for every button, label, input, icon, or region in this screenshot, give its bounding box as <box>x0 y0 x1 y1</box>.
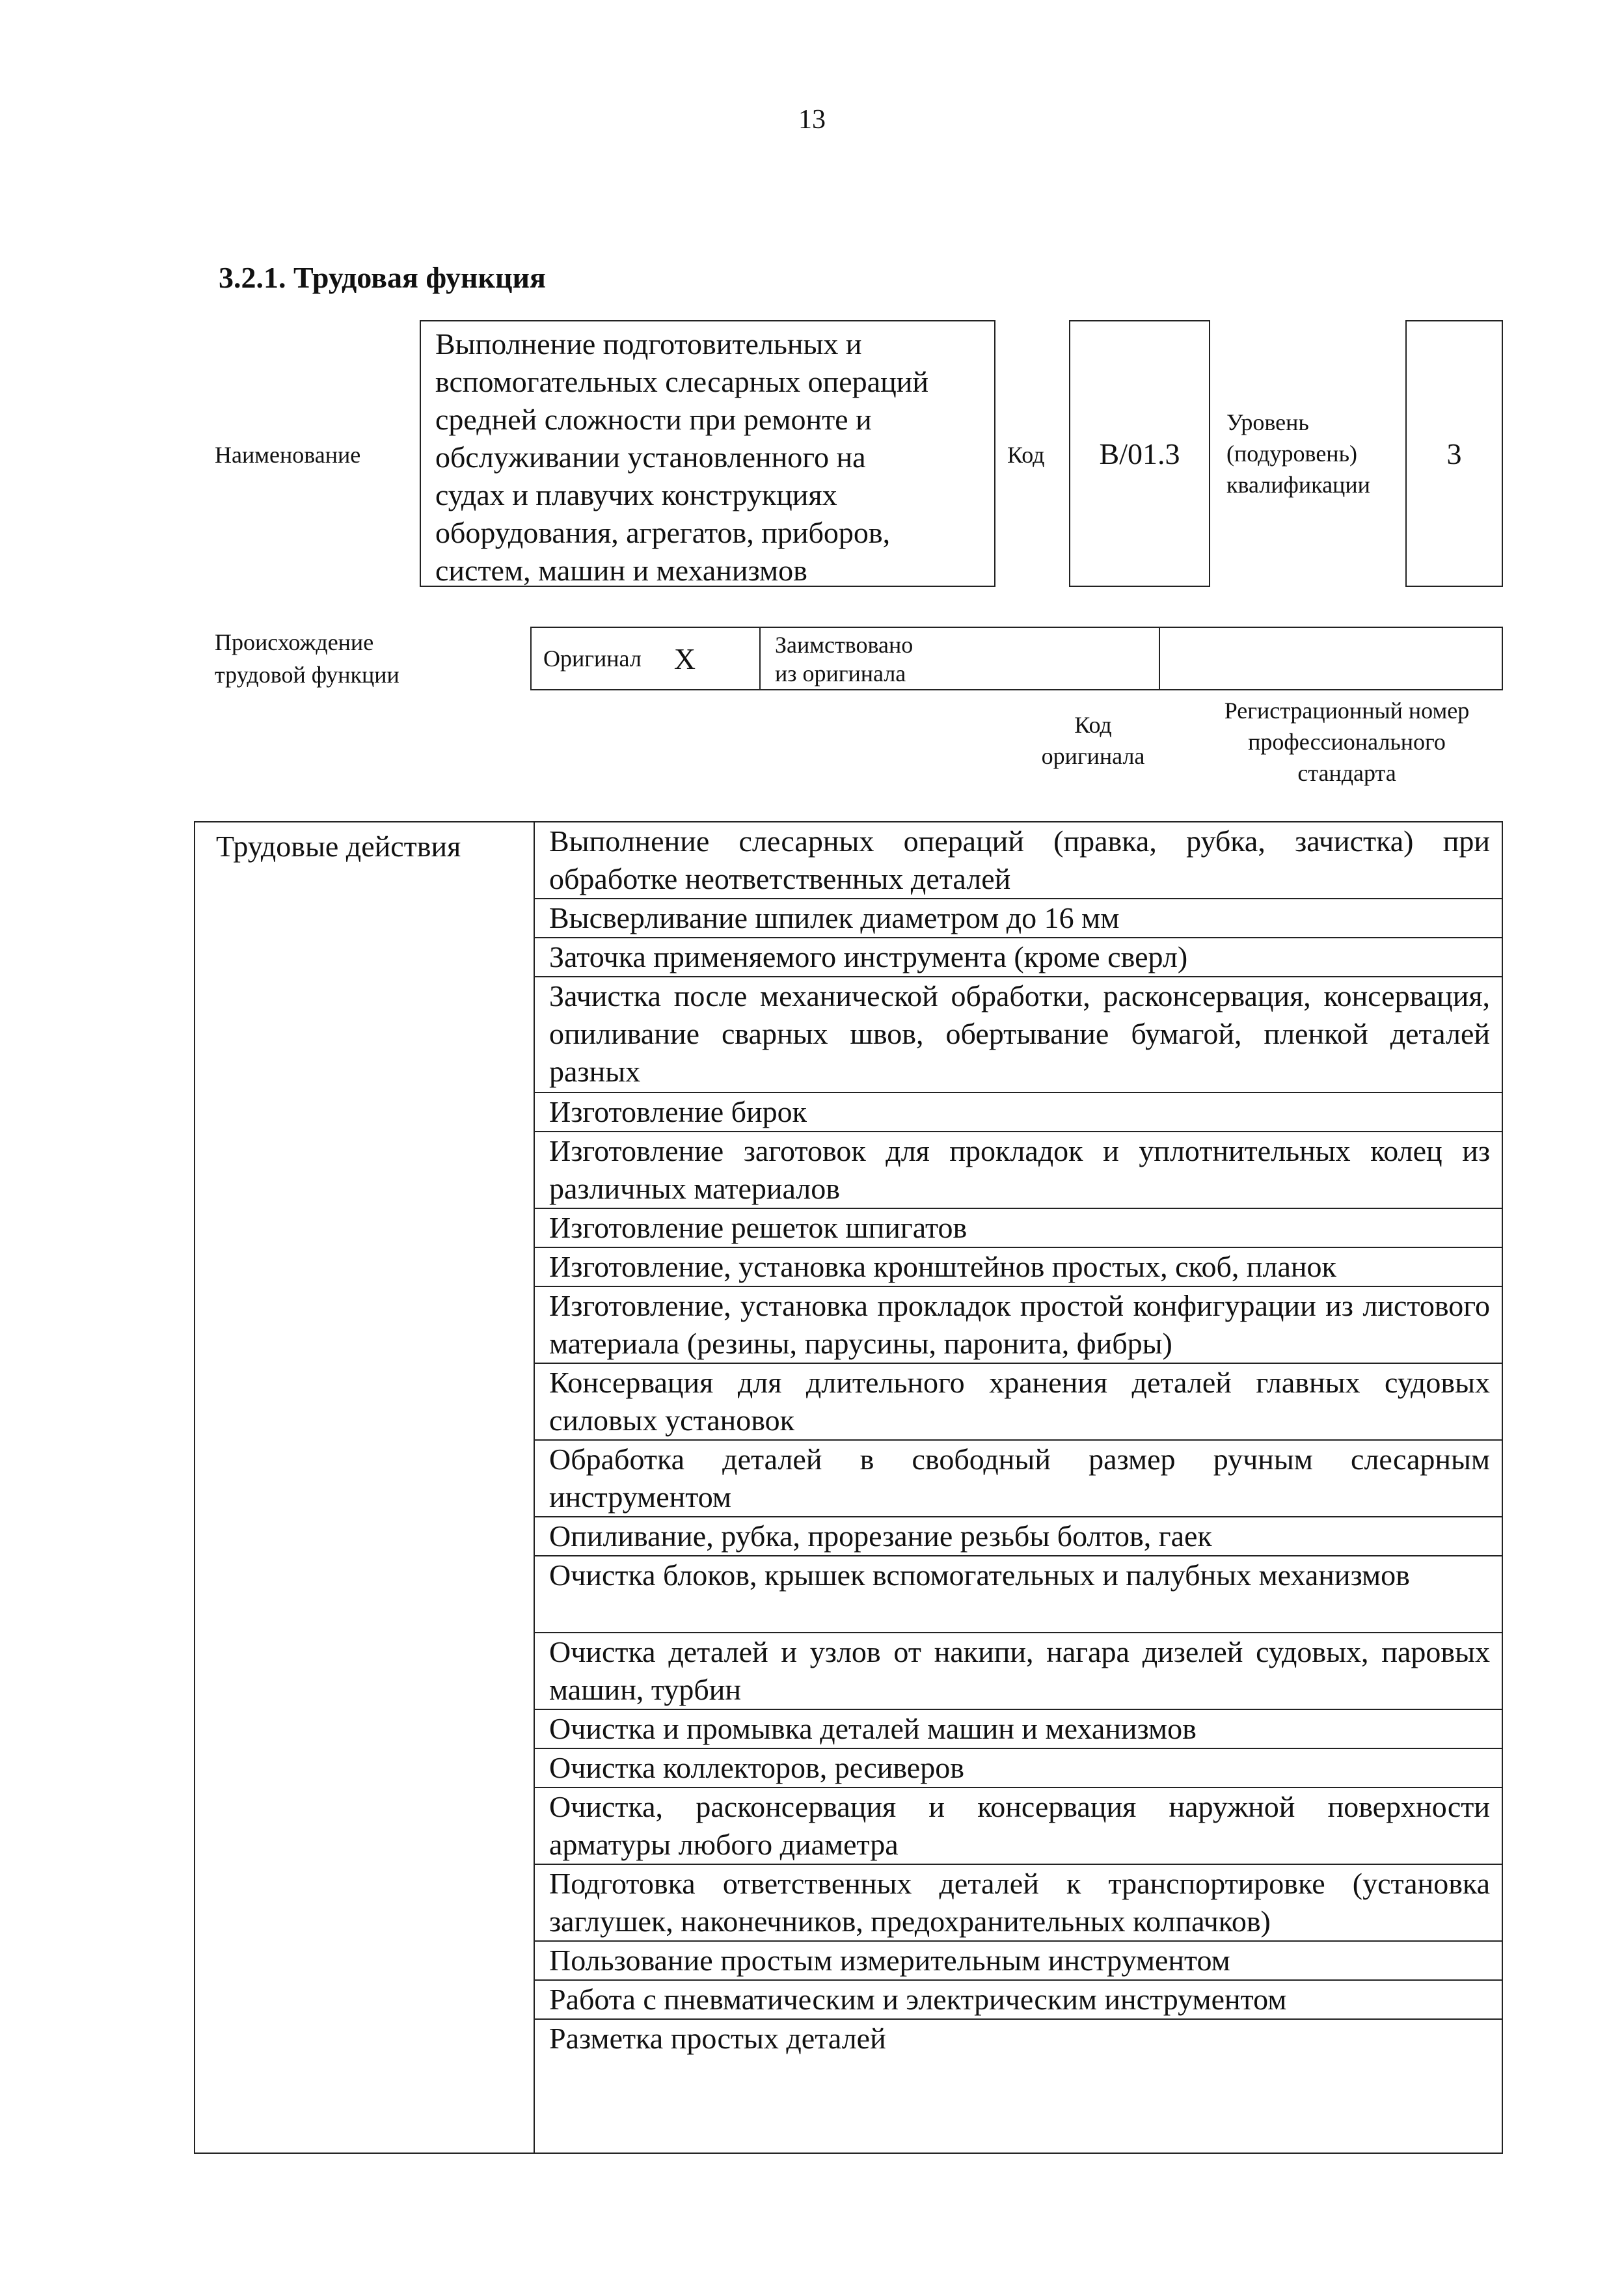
original-label: Оригинал <box>543 645 642 672</box>
table-row: Очистка деталей и узлов от накипи, нагара дизелей судовых, паровых машин, турбин <box>535 1633 1502 1710</box>
function-name-line: судах и плавучих конструкциях <box>435 478 837 511</box>
table-row: Очистка, расконсервация и консервация наружной поверхности арматуры любого диаметра <box>535 1788 1502 1865</box>
borrowed-line: из оригинала <box>775 660 906 686</box>
caption-line: Код <box>1074 712 1112 738</box>
table-row: Изготовление заготовок для прокладок и уплотнительных колец из различных материалов <box>535 1132 1502 1209</box>
table-row: Разметка простых деталей <box>549 2022 886 2055</box>
borrowed-line: Заимствовано <box>775 632 914 658</box>
labor-actions-table <box>194 821 1503 2154</box>
function-name-line: систем, машин и механизмов <box>435 554 807 587</box>
registration-number-caption <box>1184 695 1509 789</box>
table-row: Изготовление решеток шпигатов <box>535 1209 1502 1248</box>
original-code-caption <box>1015 709 1171 772</box>
origin-label-line: Происхождение <box>215 629 374 655</box>
code-value: B/01.3 <box>1099 437 1180 470</box>
level-value-box <box>1405 320 1503 587</box>
table-row: Выполнение слесарных операций (правка, рубка, зачистка) при обработке неответственных деталей <box>535 822 1502 899</box>
table-row: Подготовка ответственных деталей к транспортировке (установка заглушек, наконечников, предохранительных колпачков) <box>535 1865 1502 1942</box>
function-name-line: оборудования, агрегатов, приборов, <box>435 516 891 549</box>
level-label-line: квалификации <box>1226 472 1370 498</box>
table-row: Опиливание, рубка, прорезание резьбы болтов, гаек <box>535 1517 1502 1556</box>
level-label <box>1226 407 1370 500</box>
page-number: 13 <box>798 105 826 135</box>
caption-line: оригинала <box>1041 743 1145 769</box>
function-name-line: Выполнение подготовительных и <box>435 327 862 360</box>
table-row: Изготовление бирок <box>535 1093 1502 1132</box>
name-label: Наименование <box>215 442 361 468</box>
table-row: Высверливание шпилек диаметром до 16 мм <box>535 899 1502 938</box>
table-row: Пользование простым измерительным инструментом <box>535 1942 1502 1981</box>
origin-label <box>215 626 399 691</box>
caption-line: профессионального <box>1248 729 1446 755</box>
function-name-box <box>420 320 995 587</box>
table-row: Изготовление, установка кронштейнов простых, скоб, планок <box>535 1248 1502 1287</box>
table-row: Очистка и промывка деталей машин и механизмов <box>535 1710 1502 1749</box>
caption-line: стандарта <box>1297 760 1396 786</box>
level-label-line: Уровень <box>1226 409 1309 435</box>
original-mark: X <box>673 642 696 675</box>
table-row: Зачистка после механической обработки, расконсервация, консервация, опиливание сварных швов, обертывание бумагой, пленкой деталей разных <box>535 977 1502 1093</box>
origin-table <box>530 627 1503 690</box>
code-value-box <box>1069 320 1210 587</box>
table-row: Обработка деталей в свободный размер ручным слесарным инструментом <box>535 1441 1502 1517</box>
function-name-line: средней сложности при ремонте и <box>435 403 872 436</box>
origin-original-cell <box>532 628 759 689</box>
origin-borrowed-cell <box>759 628 1159 689</box>
table-row: Изготовление, установка прокладок простой конфигурации из листового материала (резины, парусины, паронита, фибры) <box>535 1287 1502 1364</box>
table-row: Заточка применяемого инструмента (кроме сверл) <box>535 938 1502 977</box>
labor-actions-label: Трудовые действия <box>216 830 461 863</box>
caption-line: Регистрационный номер <box>1224 698 1470 724</box>
level-label-line: (подуровень) <box>1226 441 1357 467</box>
function-name-line: вспомогательных слесарных операций <box>435 365 928 398</box>
origin-label-line: трудовой функции <box>215 662 399 688</box>
function-name-line: обслуживании установленного на <box>435 441 866 474</box>
table-row: Очистка блоков, крышек вспомогательных и палубных механизмов <box>535 1556 1502 1633</box>
labor-actions-list <box>534 822 1502 2153</box>
origin-reg-cell <box>1159 628 1504 689</box>
table-row: Консервация для длительного хранения деталей главных судовых силовых установок <box>535 1364 1502 1441</box>
level-value: 3 <box>1446 437 1462 470</box>
section-title: 3.2.1. Трудовая функция <box>219 261 546 294</box>
code-label: Код <box>1007 442 1045 468</box>
table-row: Очистка коллекторов, ресиверов <box>535 1749 1502 1788</box>
table-row: Работа с пневматическим и электрическим инструментом <box>535 1981 1502 2020</box>
